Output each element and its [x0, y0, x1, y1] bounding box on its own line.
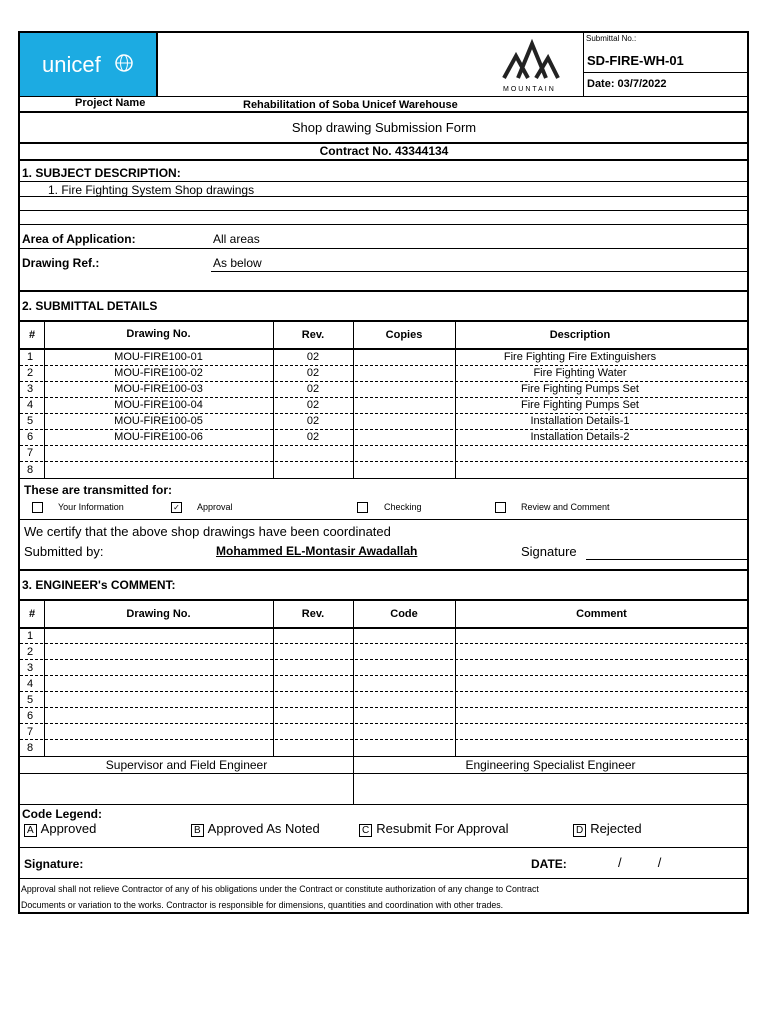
area-value: All areas	[213, 232, 260, 246]
option-approval: Approval	[197, 502, 233, 512]
table-row-rev: 02	[306, 367, 320, 379]
legend-resubmit	[359, 822, 508, 837]
subject-item: 1. Fire Fighting System Shop drawings	[48, 183, 255, 197]
checkbox-review-comment[interactable]	[495, 502, 506, 513]
col-copies: Copies	[385, 329, 423, 341]
project-name: Rehabilitation of Soba Unicef Warehouse	[243, 99, 458, 111]
engineer-heading: 3. ENGINEER's COMMENT:	[22, 578, 176, 592]
unicef-logo-text: unicef	[42, 52, 101, 77]
legend-label: Approved	[40, 821, 97, 836]
table-row-dwg: MOU-FIRE100-01	[114, 351, 203, 363]
legend-heading: Code Legend:	[22, 807, 102, 821]
contract-no: Contract No. 43344134	[319, 144, 449, 158]
footer-signature-label: Signature:	[24, 857, 84, 871]
legend-code-c: C	[359, 824, 372, 837]
area-label: Area of Application:	[22, 232, 136, 246]
eng-row-num: 6	[27, 710, 34, 722]
eng-row-num: 2	[27, 646, 34, 658]
table-row-dwg: MOU-FIRE100-05	[114, 415, 203, 427]
table-row-num: 4	[27, 399, 34, 411]
eng-col-num: #	[28, 608, 36, 620]
table-row-desc: Installation Details-1	[530, 415, 630, 427]
legend-approved-noted	[191, 822, 320, 837]
table-row-rev: 02	[306, 351, 320, 363]
table-row-num: 8	[27, 464, 34, 476]
checkbox-approval[interactable]: ✓	[171, 502, 182, 513]
submittal-heading: 2. SUBMITTAL DETAILS	[22, 299, 158, 313]
drawing-ref-value: As below	[213, 256, 262, 270]
checkbox-your-information[interactable]	[32, 502, 43, 513]
mountain-logo-icon	[502, 38, 560, 82]
specialist-label: Engineering Specialist Engineer	[465, 758, 636, 772]
eng-col-drawing-no: Drawing No.	[126, 608, 191, 620]
mountain-brand: MOUNTAIN	[503, 86, 556, 93]
table-row-num: 6	[27, 431, 34, 443]
table-row-rev: 02	[306, 383, 320, 395]
footer-note-line2: Documents or variation to the works. Contractor is responsible for dimensions, quantities and coordination with other trades.	[21, 900, 504, 910]
footer-date-slashes: / /	[618, 855, 662, 870]
globe-icon	[114, 53, 134, 73]
table-row-dwg: MOU-FIRE100-04	[114, 399, 203, 411]
eng-row-num: 7	[27, 726, 34, 738]
table-row-rev: 02	[306, 415, 320, 427]
legend-code-d: D	[573, 824, 586, 837]
subject-heading: 1. SUBJECT DESCRIPTION:	[22, 166, 181, 180]
option-your-information: Your Information	[58, 502, 124, 512]
col-drawing-no: Drawing No.	[126, 328, 191, 340]
table-row-num: 2	[27, 367, 34, 379]
table-row-num: 1	[27, 351, 34, 363]
legend-approved	[24, 822, 96, 837]
table-row-dwg: MOU-FIRE100-06	[114, 431, 203, 443]
table-row-num: 3	[27, 383, 34, 395]
eng-row-num: 8	[27, 742, 34, 754]
unicef-logo	[20, 33, 157, 96]
table-row-desc: Fire Fighting Pumps Set	[521, 383, 639, 395]
col-rev: Rev.	[301, 329, 325, 341]
eng-row-num: 3	[27, 662, 34, 674]
table-row-desc: Installation Details-2	[530, 431, 630, 443]
table-row-num: 7	[27, 447, 34, 459]
col-num: #	[28, 329, 36, 341]
legend-label: Approved As Noted	[207, 821, 320, 836]
submittal-no: SD-FIRE-WH-01	[587, 53, 684, 68]
table-row-rev: 02	[306, 399, 320, 411]
table-row-dwg: MOU-FIRE100-03	[114, 383, 203, 395]
transmitted-label: These are transmitted for:	[24, 483, 173, 497]
signature-label: Signature	[521, 544, 577, 559]
eng-row-num: 1	[27, 630, 34, 642]
checkbox-checking[interactable]	[357, 502, 368, 513]
supervisor-label: Supervisor and Field Engineer	[105, 758, 268, 772]
certify-text: We certify that the above shop drawings have been coordinated	[24, 524, 391, 539]
submittal-label: Submittal No.:	[586, 34, 637, 43]
table-row-desc: Fire Fighting Pumps Set	[521, 399, 639, 411]
eng-col-comment: Comment	[576, 608, 627, 620]
project-label: Project Name	[75, 97, 146, 109]
eng-row-num: 4	[27, 678, 34, 690]
option-checking: Checking	[384, 502, 422, 512]
table-row-dwg: MOU-FIRE100-02	[114, 367, 203, 379]
legend-label: Rejected	[590, 821, 642, 836]
eng-col-code: Code	[390, 608, 418, 620]
date-value: Date: 03/7/2022	[587, 78, 667, 90]
drawing-ref-label: Drawing Ref.:	[22, 256, 100, 270]
eng-row-num: 5	[27, 694, 34, 706]
col-description: Description	[549, 329, 611, 341]
eng-col-rev: Rev.	[301, 608, 325, 620]
submitted-by-label: Submitted by:	[24, 544, 104, 559]
legend-label: Resubmit For Approval	[376, 821, 509, 836]
legend-code-a: A	[24, 824, 37, 837]
legend-rejected	[573, 822, 642, 837]
submitted-by-name: Mohammed EL-Montasir Awadallah	[216, 544, 418, 558]
table-row-rev: 02	[306, 431, 320, 443]
legend-code-b: B	[191, 824, 204, 837]
table-row-desc: Fire Fighting Water	[533, 367, 627, 379]
form-title: Shop drawing Submission Form	[291, 120, 477, 135]
option-review-comment: Review and Comment	[521, 502, 610, 512]
table-row-desc: Fire Fighting Fire Extinguishers	[503, 351, 657, 363]
footer-date-label: DATE:	[531, 857, 567, 871]
form-frame	[18, 31, 749, 914]
table-row-num: 5	[27, 415, 34, 427]
footer-note-line1: Approval shall not relieve Contractor of any of his obligations under the Contract or constitute authorization of any change to Contract	[21, 884, 539, 894]
